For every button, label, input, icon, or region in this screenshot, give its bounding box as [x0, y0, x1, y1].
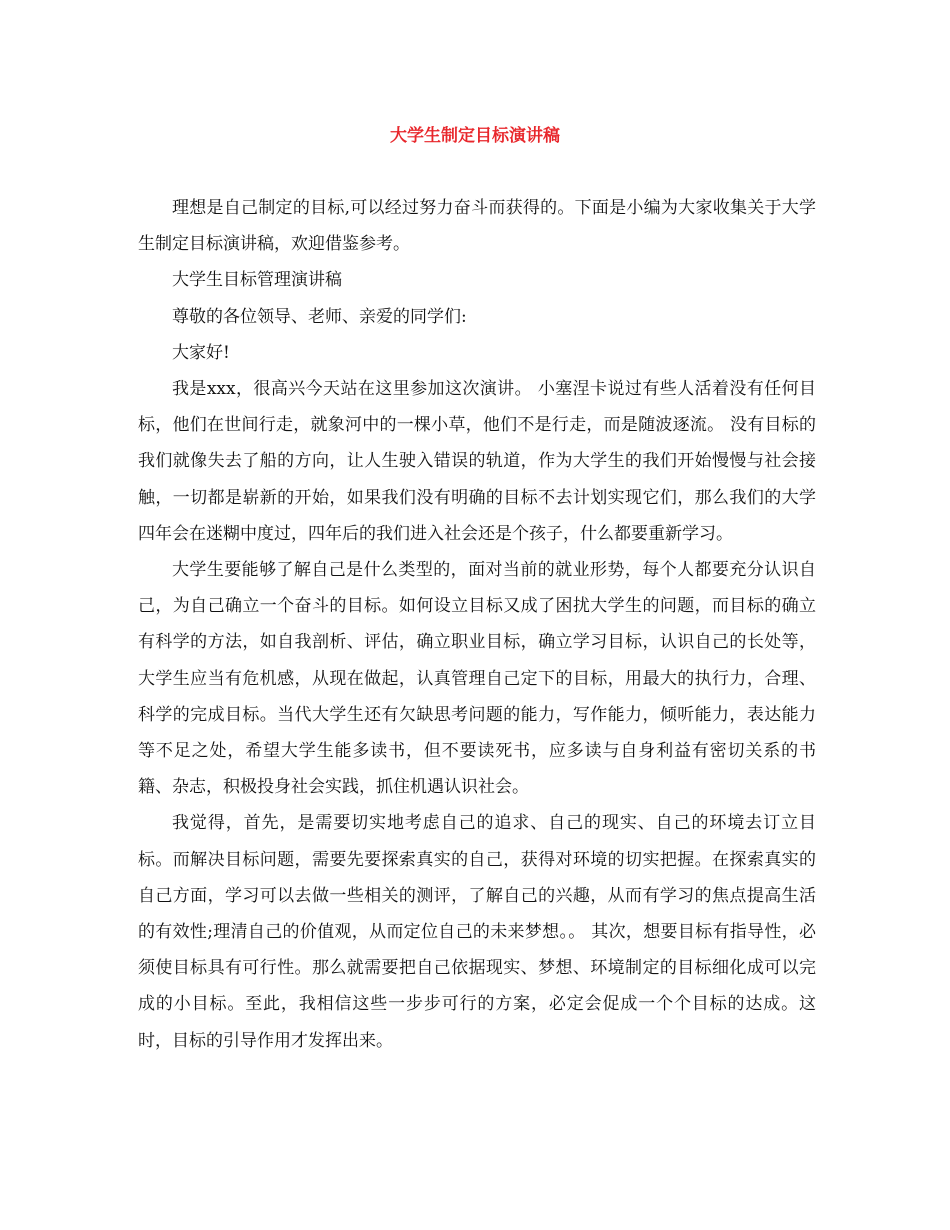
paragraph-intro: 理想是自己制定的目标,可以经过努力奋斗而获得的。下面是小编为大家收集关于大学生制定目标演讲稿，欢迎借鉴参考。 [138, 198, 816, 255]
paragraph-body-3: 我觉得，首先，是需要切实地考虑自己的追求、自己的现实、自己的环境去订立目标。而解决目标问题，需要先要探索真实的自己，获得对环境的切实把握。在探索真实的自己方面，学习可以去做一些相关的测评，了解自己的兴趣，从而有学习的焦点提高生活的有效性;理清自己的价值观，从而定位自己的未来梦想。。 其次，想要目标有指导性，必须使目标具有可行性。那么就需要把自己依据现实、梦想、环境制定的目标细化成可以完成的小目标。至此，我相信这些一步步可行的方案，必定会促成一个个目标的达成。这时，目标的引导作用才发挥出来。 [138, 813, 816, 1051]
document-title: 大学生制定目标演讲稿 [390, 126, 560, 146]
document-body [138, 190, 816, 1059]
paragraph-greeting: 大家好! [172, 342, 230, 363]
paragraph-body-1: 我是xxx，很高兴今天站在这里参加这次演讲。 小塞涅卡说过有些人活着没有任何目标，他们在世间行走，就象河中的一棵小草，他们不是行走，而是随波逐流。 没有目标的我们就像失去了船的方向，让人生驶入错误的轨道，作为大学生的我们开始慢慢与社会接触，一切都是崭新的开始，如果我们没有明确的目标不去计划实现它们，那么我们的大学四年会在迷糊中度过，四年后的我们进入社会还是个孩子，什么都要重新学习。 [138, 379, 816, 544]
paragraph-body-2: 大学生要能够了解自己是什么类型的，面对当前的就业形势，每个人都要充分认识自己，为自己确立一个奋斗的目标。如何设立目标又成了困扰大学生的问题，而目标的确立有科学的方法，如自我剖析、评估，确立职业目标，确立学习目标，认识自己的长处等，大学生应当有危机感，从现在做起，认真管理自己定下的目标，用最大的执行力，合理、科学的完成目标。当代大学生还有欠缺思考问题的能力，写作能力，倾听能力，表达能力等不足之处，希望大学生能多读书，但不要读死书，应多读与自身利益有密切关系的书籍、杂志，积极投身社会实践，抓住机遇认识社会。 [138, 560, 816, 798]
paragraph-salutation: 尊敬的各位领导、老师、亲爱的同学们: [172, 306, 467, 327]
paragraph-subtitle: 大学生目标管理演讲稿 [172, 270, 342, 291]
